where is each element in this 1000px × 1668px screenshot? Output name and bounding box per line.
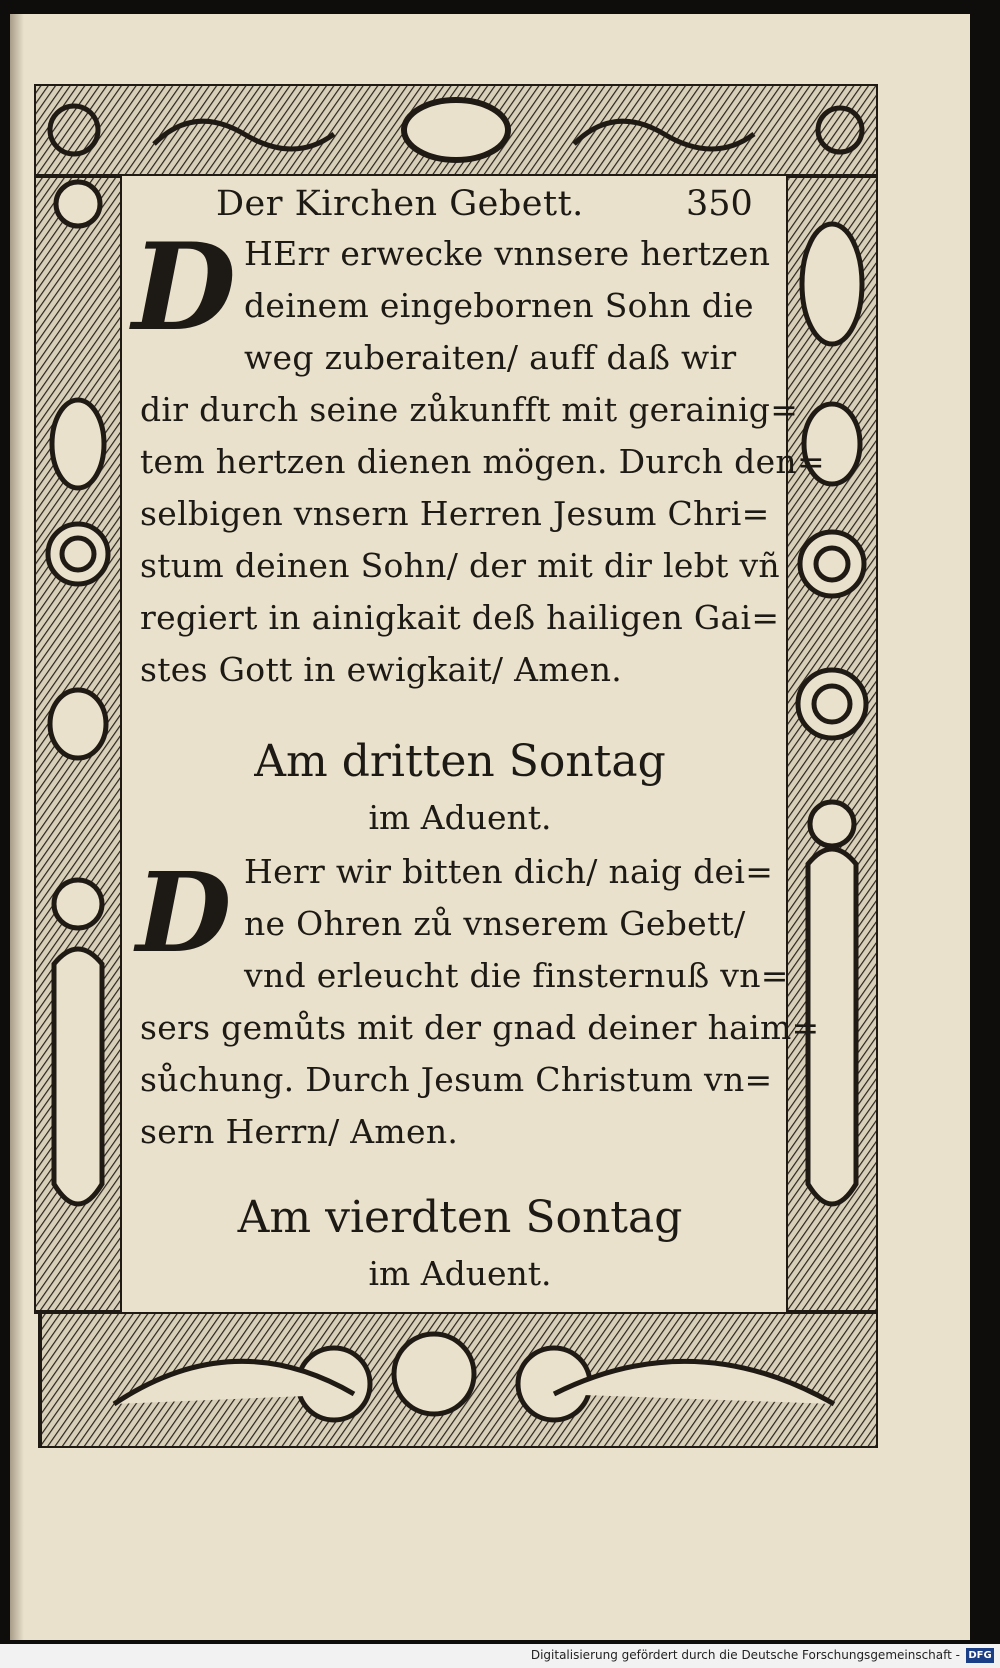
dfg-logo-icon: DFG	[966, 1648, 994, 1663]
prayer-line: sers gemůts mit der gnad deiner haim=	[140, 1008, 820, 1047]
section-subheading: im Aduent.	[368, 1254, 552, 1293]
section-heading: Am dritten Sontag	[254, 736, 666, 787]
prayer-line: weg zuberaiten/ auff daß wir	[244, 338, 737, 377]
prayer-line: deinem eingebornen Sohn die	[244, 286, 754, 325]
page-gutter-shadow	[10, 14, 24, 1640]
prayer-line: sern Herrn/ Amen.	[140, 1112, 459, 1151]
prayer-line: ne Ohren zů vnserem Gebett/	[244, 904, 746, 943]
prayer-line: dir durch seine zůkunfft mit gerainig=	[140, 390, 799, 429]
prayer-line: sůchung. Durch Jesum Christum vn=	[140, 1060, 773, 1099]
prayer-line: regiert in ainigkait deß hailigen Gai=	[140, 598, 780, 637]
section-subheading: im Aduent.	[368, 798, 552, 837]
prayer-line: stum deinen Sohn/ der mit dir lebt vñ	[140, 546, 780, 585]
prayer-line: HErr erwecke vnnsere hertzen	[244, 234, 771, 273]
footer-bar	[0, 1644, 1000, 1668]
prayer-line: Herr wir bitten dich/ naig dei=	[244, 852, 774, 891]
page-number: 350	[686, 184, 753, 224]
funding-credit: Digitalisierung gefördert durch die Deutsche Forschungsgemeinschaft -	[530, 1648, 960, 1662]
prayer-line: selbigen vnsern Herren Jesum Chri=	[140, 494, 770, 533]
section-heading: Am vierdten Sontag	[237, 1192, 683, 1243]
decorative-initial: D	[132, 217, 237, 358]
running-head: Der Kirchen Gebett.	[216, 184, 584, 224]
prayer-line: vnd erleucht die finsternuß vn=	[244, 956, 789, 995]
prayer-line: tem hertzen dienen mögen. Durch den=	[140, 442, 825, 481]
decorative-initial: D	[136, 848, 232, 977]
prayer-line: stes Gott in ewigkait/ Amen.	[140, 650, 623, 689]
